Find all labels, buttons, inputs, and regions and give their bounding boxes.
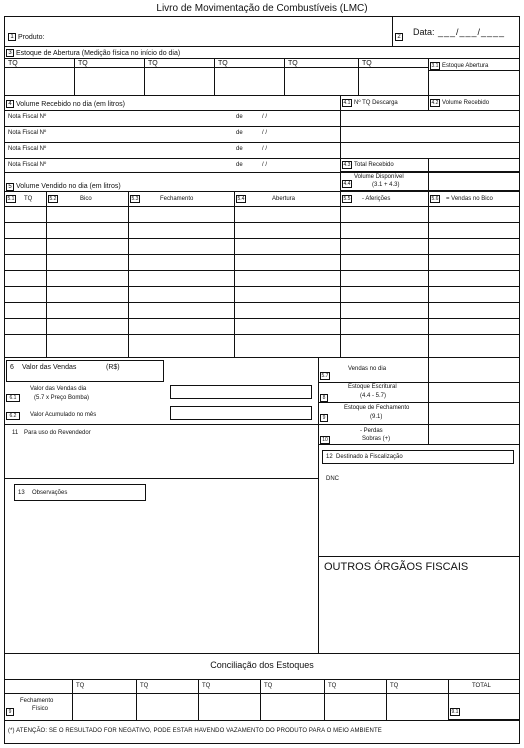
physical-closing-label: Físico xyxy=(32,706,49,712)
total-label: TOTAL xyxy=(472,683,491,689)
observations-label: Observações xyxy=(32,490,68,496)
column-header-opening: Abertura xyxy=(272,196,296,202)
product-label: Produto: xyxy=(18,34,45,41)
stock-opening-label: Estoque de Abertura (Medição física no início do dia) xyxy=(16,50,181,57)
available-volume-label: Volume Disponível xyxy=(354,174,404,180)
field-number: 5 xyxy=(6,183,14,191)
sales-value-number: 6 xyxy=(10,364,14,371)
field-number: 4.3 xyxy=(343,162,351,168)
page-title: Livro de Movimentação de Combustíveis (LMC) xyxy=(156,3,368,14)
invoice-date-prefix: de xyxy=(236,114,243,120)
daily-sales-label: Vendas no dia xyxy=(348,366,387,372)
received-label: Volume Recebido no dia (em litros) xyxy=(16,101,125,108)
field-number: 3 xyxy=(6,49,14,57)
column-header-nozzle: Bico xyxy=(80,196,92,202)
tq-label: TQ xyxy=(140,683,149,689)
reseller-number: 11 xyxy=(12,430,19,436)
column-header-nozzle-sales: = Vendas no Bico xyxy=(446,196,493,202)
field-number: 5.5 xyxy=(343,196,351,202)
sales-value-unit: (R$) xyxy=(106,364,120,371)
date-field[interactable]: ___/___/____ xyxy=(438,27,506,37)
field-number: 6.2 xyxy=(6,412,20,420)
column-header-tank: TQ xyxy=(24,196,33,202)
sales-value-label: Valor das Vendas xyxy=(22,364,77,371)
invoice-date-prefix: de xyxy=(236,146,243,152)
tq-label: TQ xyxy=(264,683,273,689)
tq-label: TQ xyxy=(8,60,18,67)
footer-warning: (*) ATENÇÃO: SE O RESULTADO FOR NEGATIVO, PODE ESTAR HAVENDO VAZAMENTO DO PRODUTO PARA O MEIO AMBIENTE xyxy=(8,728,382,734)
column-header-closing: Fechamento xyxy=(160,196,194,202)
field-number: 4.1 xyxy=(343,100,351,106)
monthly-accumulated-label: Valor Acumulado no mês xyxy=(30,412,97,418)
field-number: 5.1 xyxy=(7,196,15,202)
field-number: 4 xyxy=(6,100,14,108)
tq-label: TQ xyxy=(362,60,372,67)
other-agencies-label: OUTROS ÓRGÃOS FISCAIS xyxy=(324,561,469,573)
field-number: 4.4 xyxy=(343,181,351,187)
daily-sales-value-formula: (5.7 x Preço Bomba) xyxy=(34,395,90,401)
stock-opening-total-label: Estoque Abertura xyxy=(442,63,489,69)
observations-number: 13 xyxy=(18,490,25,496)
book-stock-label: Estoque Escritural xyxy=(348,384,397,390)
sold-label: Volume Vendido no dia (em litros) xyxy=(16,183,121,190)
daily-sales-value-label: Valor das Vendas dia xyxy=(30,386,87,392)
tank-discharge-label: Nº TQ Descarga xyxy=(354,100,398,106)
field-number: 6.1 xyxy=(6,394,20,402)
field-number: 1 xyxy=(8,33,16,41)
field-number: 9.1 xyxy=(451,709,459,715)
field-number: 8 xyxy=(320,394,328,402)
field-number: 4.2 xyxy=(431,100,439,106)
field-number: 10 xyxy=(320,436,330,444)
date-label: Data: xyxy=(413,27,435,37)
invoice-label: Nota Fiscal Nº xyxy=(8,162,47,168)
reseller-label: Para uso do Revendedor xyxy=(24,430,91,436)
invoice-date-prefix: de xyxy=(236,130,243,136)
tq-label: TQ xyxy=(78,60,88,67)
tq-label: TQ xyxy=(202,683,211,689)
invoice-date-prefix: de xyxy=(236,162,243,168)
field-number: 2 xyxy=(395,33,403,41)
dnc-label: DNC xyxy=(326,476,339,482)
gains-label: Sobras (+) xyxy=(362,436,391,442)
invoice-date-field[interactable]: / / xyxy=(262,114,268,120)
losses-label: - Perdas xyxy=(360,428,383,434)
tq-label: TQ xyxy=(328,683,337,689)
invoice-date-field[interactable]: / / xyxy=(262,130,268,136)
physical-closing-label: Fechamento xyxy=(20,698,54,704)
tq-label: TQ xyxy=(390,683,399,689)
closing-stock-formula: (9.1) xyxy=(370,414,383,420)
received-volume-label: Volume Recebido xyxy=(442,100,490,106)
column-header-calibrations: - Aferições xyxy=(362,196,391,202)
field-number: 5.2 xyxy=(49,196,57,202)
book-stock-formula: (4.4 - 5.7) xyxy=(360,393,387,399)
reconciliation-title: Conciliação dos Estoques xyxy=(210,660,314,670)
invoice-date-field[interactable]: / / xyxy=(262,146,268,152)
field-number: 9 xyxy=(320,414,328,422)
closing-stock-label: Estoque de Fechamento xyxy=(344,405,410,411)
available-volume-formula: (3.1 + 4.3) xyxy=(372,182,400,188)
inspection-number: 12 xyxy=(326,454,333,460)
field-number: 5.7 xyxy=(321,373,329,379)
daily-sales-value-input[interactable] xyxy=(170,385,312,399)
field-number: 5.6 xyxy=(431,196,439,202)
tq-label: TQ xyxy=(288,60,298,67)
monthly-accumulated-input[interactable] xyxy=(170,406,312,420)
field-number: 3.1 xyxy=(431,63,439,69)
inspection-label: Destinado à Fiscalização xyxy=(336,454,403,460)
invoice-label: Nota Fiscal Nº xyxy=(8,130,47,136)
tq-label: TQ xyxy=(218,60,228,67)
invoice-label: Nota Fiscal Nº xyxy=(8,114,47,120)
field-number: 9 xyxy=(6,708,14,716)
tq-label: TQ xyxy=(148,60,158,67)
field-number: 5.4 xyxy=(237,196,245,202)
tq-label: TQ xyxy=(76,683,85,689)
invoice-label: Nota Fiscal Nº xyxy=(8,146,47,152)
field-number: 5.3 xyxy=(131,196,139,202)
invoice-date-field[interactable]: / / xyxy=(262,162,268,168)
total-received-label: Total Recebido xyxy=(354,162,394,168)
